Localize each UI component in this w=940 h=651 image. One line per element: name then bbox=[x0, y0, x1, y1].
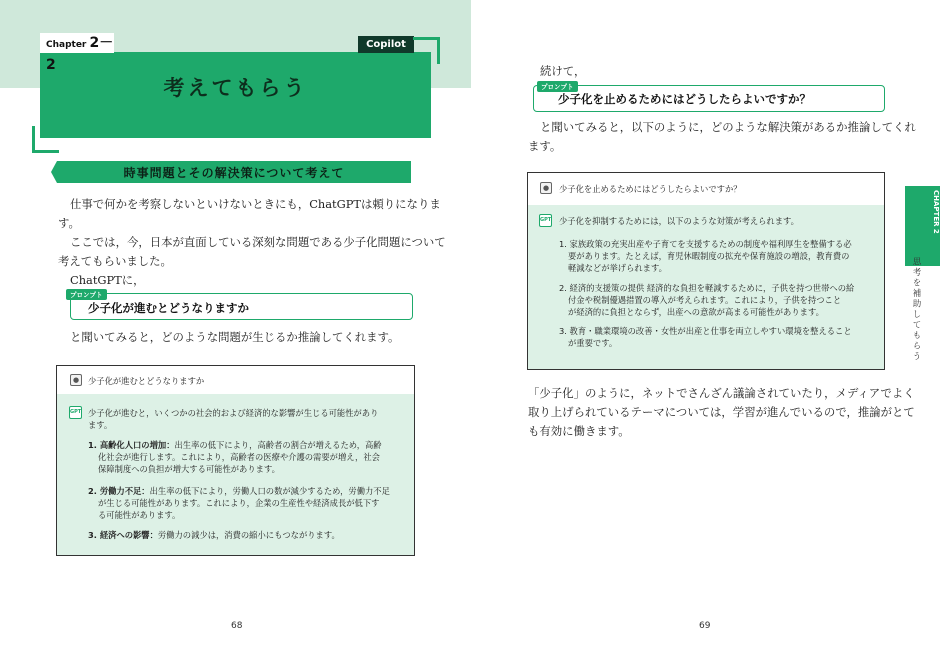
prompt-text: 少子化が進むとどうなりますか bbox=[88, 301, 249, 315]
chapter-side-subtitle: 思考を補助してもらう bbox=[911, 257, 921, 362]
user-icon: ● bbox=[70, 374, 82, 386]
right-chat-question: 少子化を止めるためにはどうしたらよいですか？ bbox=[559, 184, 742, 194]
corner-decoration-top-right bbox=[413, 37, 440, 64]
answer-item-1-text: 出生率の低下により，高齢者の割合が増えるため，高齢 bbox=[174, 440, 382, 450]
right-item-2-line-2: 付金や税制優遇措置の導入が考えられます。これにより，子供を持つこと bbox=[568, 295, 842, 305]
right-item-1-line-2: 要があります。たとえば，育児休暇制度の拡充や保育施設の増設，教育費の bbox=[568, 251, 850, 261]
chapter-side-tab-text: CHAPTER 2 bbox=[932, 190, 940, 234]
chat-question: 少子化が進むとどうなりますか bbox=[88, 376, 205, 386]
page-number-left: 68 bbox=[231, 621, 243, 631]
answer-item-2-line-1 bbox=[88, 485, 390, 497]
section-title: 時事問題とその解決策について考えて bbox=[123, 166, 345, 180]
answer-item-1-line-3: 保障制度への負担が増大する可能性があります。 bbox=[98, 464, 280, 474]
right-closing-line-1: 「少子化」のように，ネットでさんざん議論されていたり，メディアでよく bbox=[528, 386, 915, 400]
gpt-icon: GPT bbox=[69, 406, 82, 419]
answer-item-2-head: 2. 労働力不足： bbox=[88, 486, 150, 496]
page-number-right: 69 bbox=[699, 621, 711, 631]
page-title: 考えてもらう bbox=[163, 76, 308, 100]
paragraph-1-line-2: す。 bbox=[58, 216, 80, 230]
right-after-line-1: と聞いてみると，以下のように，どのような解決策があるか推論してくれ bbox=[540, 120, 916, 134]
right-closing-line-3: も有効に働きます。 bbox=[528, 424, 630, 438]
answer-intro-line-1: 少子化が進むと，いくつかの社会的および経済的な影響が生じる可能性があり bbox=[88, 408, 379, 418]
right-closing-line-2: 取り上げられているテーマについては，学習が進んでいるので，推論がとて bbox=[528, 405, 915, 419]
right-item-3-line-2: が重要です。 bbox=[568, 338, 618, 348]
right-item-3-line-1: 3. 教育・職業環境の改善・女性が出産と仕事を両立しやすい環境を整えること bbox=[559, 326, 852, 336]
answer-item-2-text: 出生率の低下により，労働人口の数が減少するため，労働力不足 bbox=[149, 486, 390, 496]
chapter-word: Chapter bbox=[46, 40, 87, 50]
answer-intro-line-2: ます。 bbox=[88, 420, 113, 430]
right-prompt-text: 少子化を止めるためにはどうしたらよいですか？ bbox=[558, 92, 811, 106]
right-user-icon: ● bbox=[540, 182, 552, 194]
right-item-1-line-1: 1. 家族政策の充実出産や子育てを支援するための制度や福利厚生を整備する必 bbox=[559, 239, 852, 249]
after-prompt-text: と聞いてみると，どのような問題が生じるか推論してくれます。 bbox=[70, 330, 400, 344]
right-item-2-line-3: が経済的に負担とならず，出産への意欲が高まる可能性があります。 bbox=[568, 307, 824, 317]
answer-item-3-head: 3. 経済への影響： bbox=[88, 530, 158, 540]
paragraph-1-line-1: 仕事で何かを考察しないといけないときにも，ChatGPTは頼りになりま bbox=[70, 197, 441, 211]
answer-item-1-line-1 bbox=[88, 439, 382, 451]
paragraph-2-line-1: ここでは，今，日本が直面している深刻な問題である少子化問題について bbox=[70, 235, 446, 249]
right-answer-intro: 少子化を抑制するためには，以下のような対策が考えられます。 bbox=[559, 216, 799, 226]
right-intro: 続けて， bbox=[540, 64, 586, 78]
right-after-line-2: ます。 bbox=[528, 139, 562, 153]
corner-decoration-bottom-left bbox=[32, 126, 59, 153]
chapter-number: 2－2 bbox=[46, 35, 114, 73]
paragraph-3: ChatGPTに， bbox=[70, 273, 145, 287]
right-item-2-line-1: 2. 経済的支援策の提供 経済的な負担を軽減するために，子供を持つ世帯への給 bbox=[559, 283, 855, 293]
answer-item-3-text: 労働力の減少は，消費の縮小にもつながります。 bbox=[157, 530, 340, 540]
answer-item-1-line-2: 化社会が進行します。これにより，高齢者の医療や介護の需要が増え，社会 bbox=[98, 452, 380, 462]
right-gpt-icon: GPT bbox=[539, 214, 552, 227]
copilot-badge: Copilot bbox=[358, 36, 414, 53]
answer-item-2-line-2: が生じる可能性があります。これにより，企業の生産性や経済成長が低下す bbox=[98, 498, 380, 508]
prompt-tag: プロンプト bbox=[66, 289, 107, 300]
chapter-label bbox=[40, 33, 114, 73]
right-item-1-line-3: 軽減などが挙げられます。 bbox=[568, 263, 667, 273]
answer-item-2-line-3: る可能性があります。 bbox=[98, 510, 181, 520]
paragraph-2-line-2: 考えてもらいました。 bbox=[58, 254, 172, 268]
right-prompt-tag: プロンプト bbox=[537, 81, 578, 92]
answer-item-1-head: 1. 高齢化人口の増加： bbox=[88, 440, 175, 450]
answer-item-3-line-1 bbox=[88, 529, 340, 541]
